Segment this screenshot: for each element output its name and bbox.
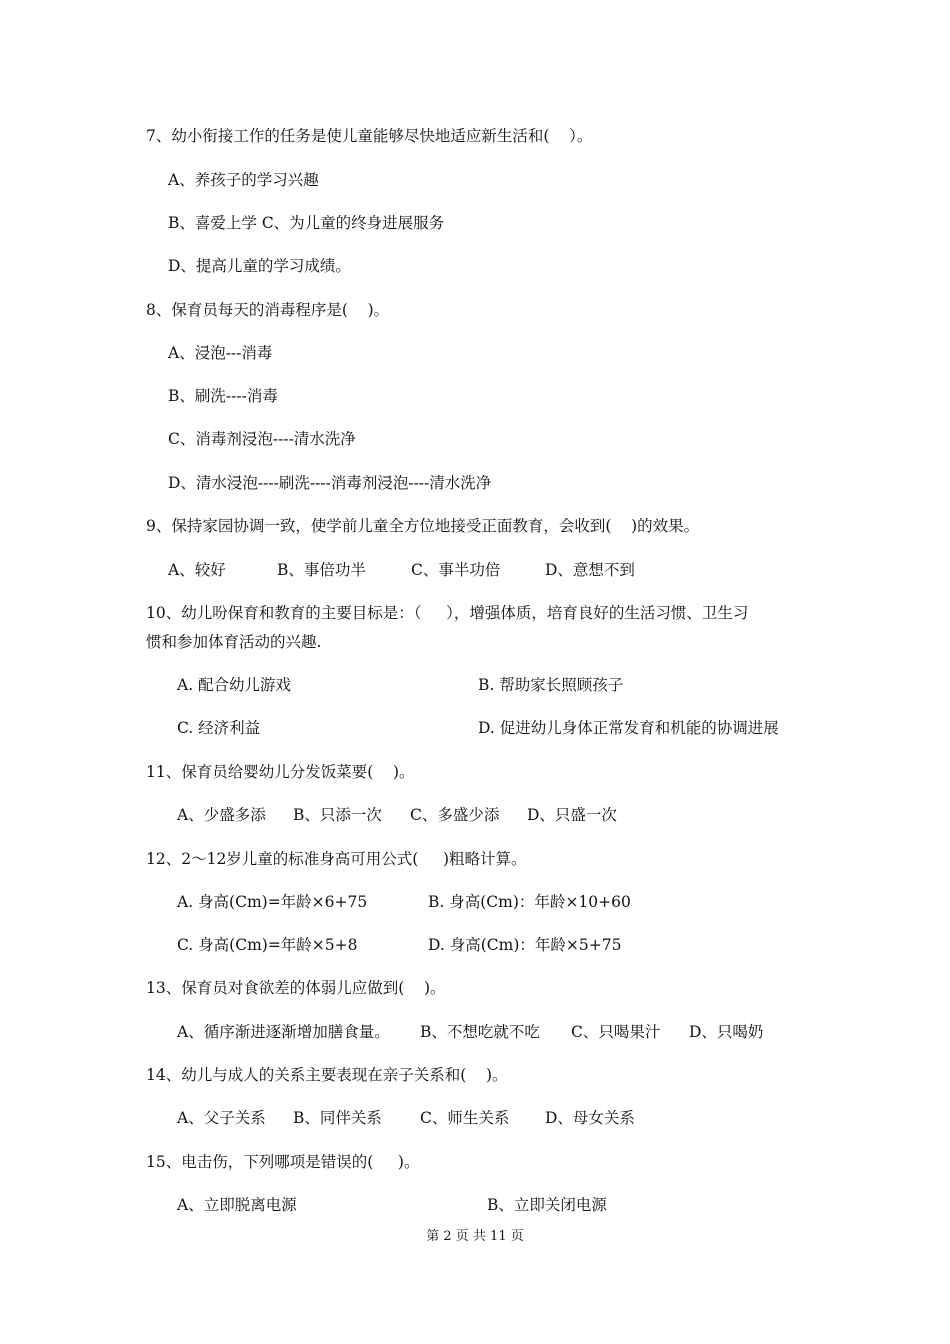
option: B、只添一次: [293, 806, 382, 824]
option: B. 帮助家长照顾孩子: [478, 676, 624, 694]
option: B、不想吃就不吃: [420, 1023, 540, 1041]
option: A、少盛多添: [177, 806, 266, 824]
question-stem-continued: 惯和参加体育活动的兴趣.: [146, 633, 322, 651]
option: B、同伴关系: [293, 1109, 382, 1127]
question-stem: 9、保持家园协调一致，使学前儿童全方位地接受正面教育，会收到( )的效果。: [146, 517, 700, 535]
question-stem: 12、2～12岁儿童的标准身高可用公式( )粗略计算。: [146, 850, 527, 868]
option: C、师生关系: [420, 1109, 510, 1127]
option: C、只喝果汁: [571, 1023, 661, 1041]
option: D、提高儿童的学习成绩。: [168, 257, 351, 275]
question-stem: 11、保育员给婴幼儿分发饭菜要( )。: [146, 763, 415, 781]
option: D. 促进幼儿身体正常发育和机能的协调进展: [478, 719, 779, 737]
option: A. 配合幼儿游戏: [177, 676, 292, 694]
option: A、循序渐进逐渐增加膳食量。: [177, 1023, 390, 1041]
option: A、养孩子的学习兴趣: [168, 171, 319, 189]
option: A、立即脱离电源: [177, 1196, 297, 1214]
option: C、消毒剂浸泡----清水洗净: [168, 430, 356, 448]
option: D. 身高(Cm)：年龄×5+75: [428, 936, 622, 954]
question-stem: 10、幼儿吩保育和教育的主要目标是：（ ），增强体质，培育良好的生活习惯、卫生习: [146, 604, 749, 622]
option: C、事半功倍: [411, 561, 501, 579]
option: B、刷洗----消毒: [168, 387, 278, 405]
question-stem: 14、幼儿与成人的关系主要表现在亲子关系和( )。: [146, 1066, 508, 1084]
option: D、母女关系: [545, 1109, 635, 1127]
option: D、意想不到: [545, 561, 635, 579]
option: B. 身高(Cm)：年龄×10+60: [428, 893, 631, 911]
option: D、只喝奶: [689, 1023, 764, 1041]
question-stem: 8、保育员每天的消毒程序是( )。: [146, 301, 390, 319]
page-number-footer: 第 2 页 共 11 页: [426, 1229, 524, 1244]
question-stem: 15、电击伤，下列哪项是错误的( )。: [146, 1153, 420, 1171]
option: B、事倍功半: [277, 561, 366, 579]
option: B、喜爱上学 C、为儿童的终身进展服务: [168, 214, 445, 232]
option: D、只盛一次: [527, 806, 617, 824]
option: A、较好: [168, 561, 226, 579]
option: A、父子关系: [177, 1109, 266, 1127]
option: A. 身高(Cm)=年龄×6+75: [177, 893, 368, 911]
option: C. 经济利益: [177, 719, 261, 737]
option: B、立即关闭电源: [487, 1196, 607, 1214]
option: C. 身高(Cm)=年龄×5+8: [177, 936, 358, 954]
question-stem: 7、幼小衔接工作的任务是使儿童能够尽快地适应新生活和( ）。: [146, 127, 593, 145]
option: D、清水浸泡----刷洗----消毒剂浸泡----清水洗净: [168, 474, 492, 492]
option: A、浸泡---消毒: [168, 344, 273, 362]
question-stem: 13、保育员对食欲差的体弱儿应做到( )。: [146, 979, 446, 997]
option: C、多盛少添: [410, 806, 500, 824]
